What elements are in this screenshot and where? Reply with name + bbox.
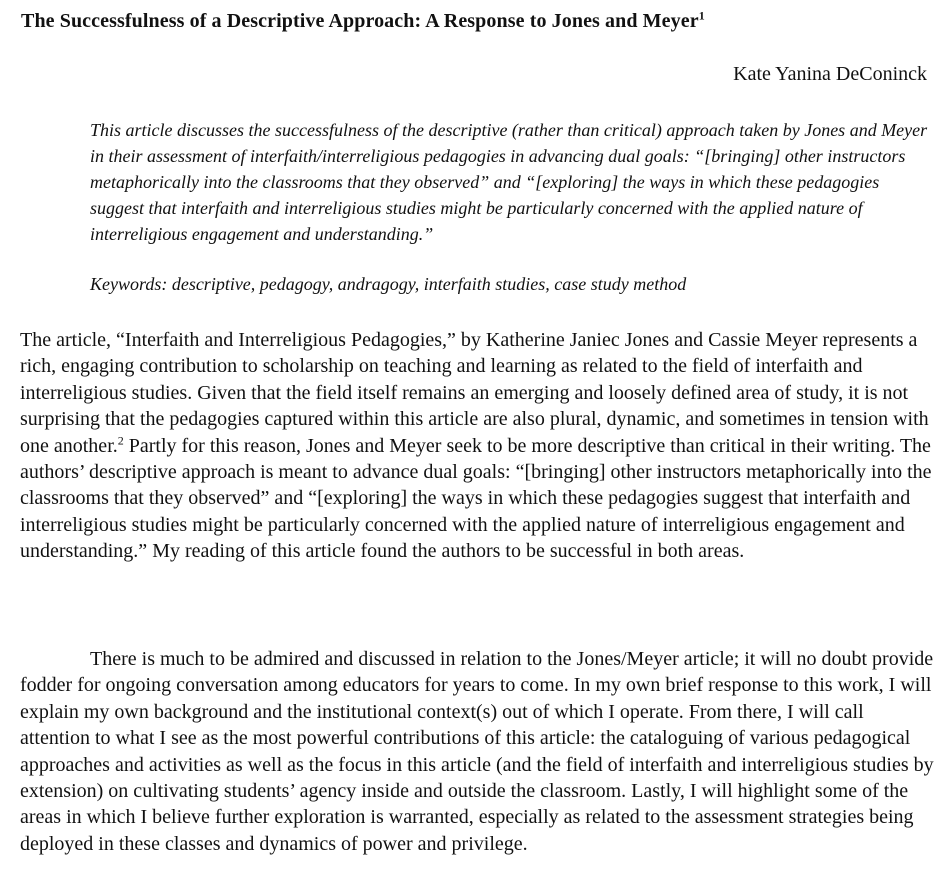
title-footnote-marker[interactable]: 1 (698, 8, 705, 23)
body-paragraph-2: There is much to be admired and discussed in relation to the Jones/Meyer article; it will no doubt provide fodder for ongoing conversation among educators for years to come. In my own brief response to this work, I will explain my own background and the institutional context(s) out of which I operate. From there, I will call attention to what I see as the most powerful contributions of this article: the cataloguing of various pedagogical approaches and activities as well as the focus in this article (and the field of interfaith and interreligious studies by extension) on cultivating students’ agency inside and outside the classroom. Lastly, I will highlight some of the areas in which I believe further exploration is warranted, especially as related to the assessment strategies being deployed in these classes and dynamics of power and privilege. (20, 648, 934, 855)
article-title (21, 10, 705, 33)
footnote-2-marker[interactable]: 2 (117, 432, 124, 447)
body-paragraph-1 (20, 327, 936, 565)
article-author: Kate Yanina DeConinck (733, 63, 927, 85)
paragraph-1-part-1: The article, “Interfaith and Interreligious Pedagogies,” by Katherine Janiec Jones and Cassie Meyer represents a rich, engaging contribution to scholarship on teaching and learning as related to the field of interfaith and interreligious studies. Given that the field itself remains an emerging and loosely defined area of study, it is not surprising that the pedagogies captured within this article are also plural, dynamic, and sometimes in tension with one another. (20, 329, 929, 457)
article-abstract: This article discusses the successfulness of the descriptive (rather than critical) approach taken by Jones and Meyer in their assessment of interfaith/interreligious pedagogies in advancing dual goals: “[bringing] other instructors metaphorically into the classrooms that they observed” and “[exploring] the ways in which these pedagogies suggest that interfaith and interreligious studies might be particularly concerned with the applied nature of interreligious engagement and understanding.” (90, 120, 928, 244)
article-keywords: Keywords: descriptive, pedagogy, andragogy, interfaith studies, case study method (90, 274, 687, 294)
paragraph-1-part-2: Partly for this reason, Jones and Meyer seek to be more descriptive than critical in their writing. The authors’ descriptive approach is meant to advance dual goals: “[bringing] other instructors metaphorically into the classrooms that they observed” and “[exploring] the ways in which these pedagogies suggest that interfaith and interreligious studies might be particularly concerned with the applied nature of interreligious engagement and understanding.” My reading of this article found the authors to be successful in both areas. (20, 434, 932, 563)
article-title-text: The Successfulness of a Descriptive Approach: A Response to Jones and Meyer (21, 10, 699, 32)
